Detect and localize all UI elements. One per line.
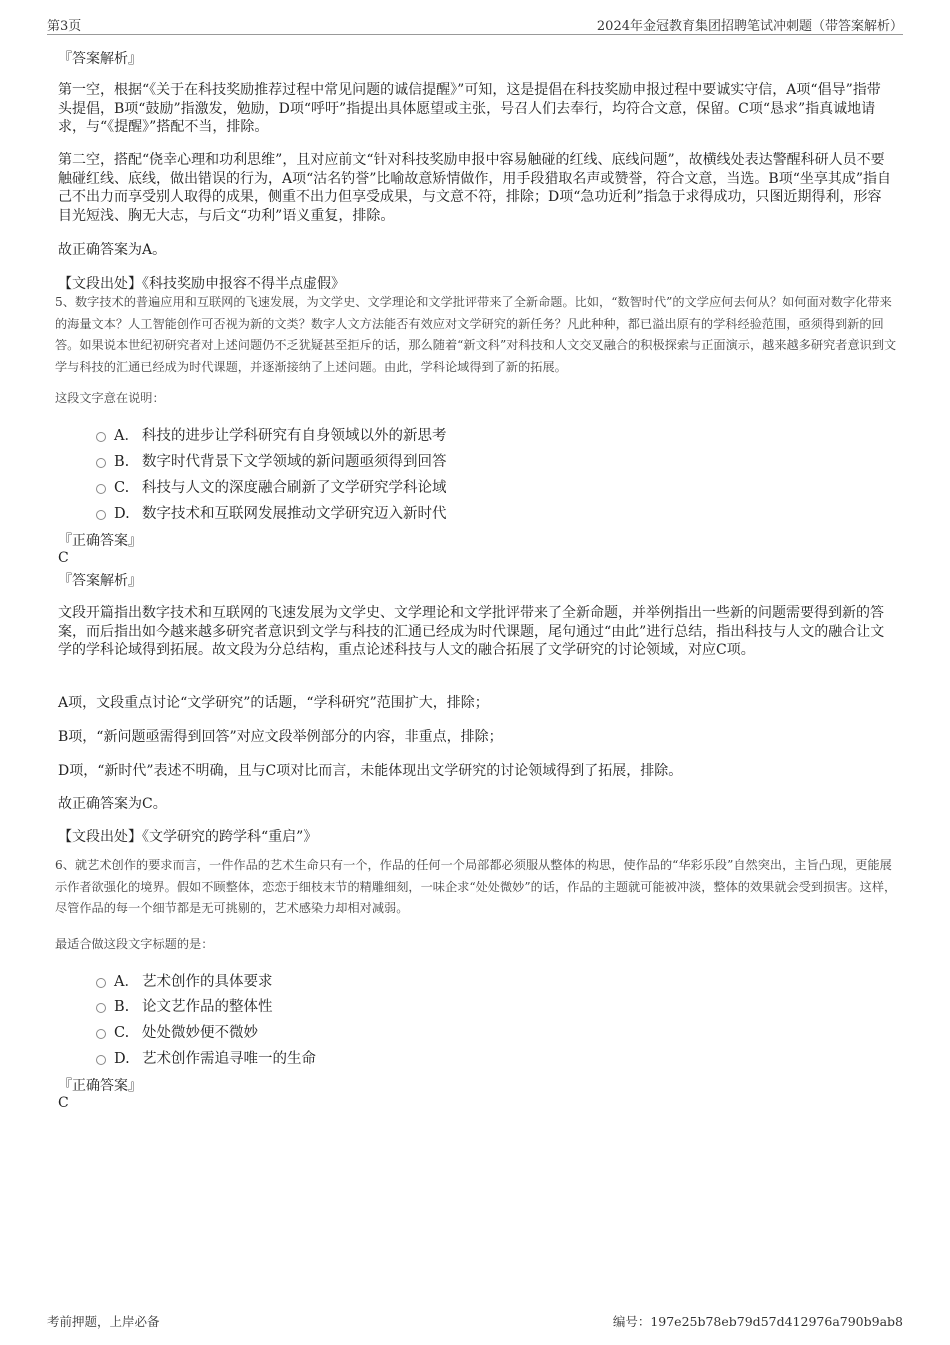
question-stem: 6、就艺术创作的要求而言，一件作品的艺术生命只有一个，作品的任何一个局部都必须服从整体的构思，使作品的“华彩乐段”自然突出，主旨凸现，更能展示作者欲强化的境界。假如不顾整体，恋恋于细枝末节的精雕细刻，一味企求“处处微妙”的话，作品的主题就可能被冲淡，整体的效果就会受到损害。这样，尽管作品的每一个细节都是无可挑剔的，艺术感染力却相对减弱。 (55, 858, 897, 915)
question-prompt: 这段文字意在说明： (55, 391, 165, 405)
analysis-paragraph: 文段开篇指出数字技术和互联网的飞速发展为文学史、文学理论和文学批评带来了全新命题，并举例指出一些新的问题需要得到新的答案，而后指出如今越来越多研究者意识到文学与科技的汇通已经成为时代课题，尾句通过“由此”进行总结，指出科技与人文的融合让文学的学科论域得到拓展。故文段为分总结构，重点论述科技与人文的融合拓展了文学研究的讨论领域，对应C项。 (58, 605, 885, 658)
correct-answer-label: 『正确答案』 (58, 1078, 142, 1094)
radio-icon[interactable] (96, 1029, 106, 1039)
source-citation: 【文段出处】《科技奖励申报容不得半点虚假》 (58, 276, 345, 292)
footer-slogan: 考前押题，上岸必备 (47, 1314, 160, 1329)
source-citation: 【文段出处】《文学研究的跨学科“重启”》 (58, 829, 318, 845)
radio-icon[interactable] (96, 484, 106, 494)
option-d[interactable]: D. 艺术创作需追寻唯一的生命 (96, 1047, 316, 1069)
correct-answer: C (58, 1095, 69, 1111)
radio-icon[interactable] (96, 1055, 106, 1065)
analysis-paragraph: 第二空，搭配“侥幸心理和功利思维”，且对应前文“针对科技奖励申报中容易触碰的红线、底线问题”，故横线处表达警醒科研人员不要触碰红线、底线，做出错误的行为，A项“沽名钓誉”比喻故意矫情做作，用手段猎取名声或赞誉，符合文意，当选。B项“坐享其成”指自己不出力而享受别人取得的成果，侧重不出力但享受成果，与文意不符，排除；D项“急功近利”指急于求得成功，只图近期得利，形容目光短浅、胸无大志，与后文“功利”语义重复，排除。 (58, 152, 892, 224)
option-a[interactable]: A． 科技的进步让学科研究有自身领域以外的新思考 (96, 424, 447, 446)
option-d[interactable]: D. 数字技术和互联网发展推动文学研究迈入新时代 (96, 502, 447, 524)
radio-icon[interactable] (96, 1003, 106, 1013)
analysis-line-d: D项，“新时代”表述不明确，且与C项对比而言，未能体现出文学研究的讨论领域得到了拓展，排除。 (58, 763, 683, 779)
radio-icon[interactable] (96, 432, 106, 442)
answer-summary: 故正确答案为C。 (58, 796, 167, 812)
analysis-label: 『答案解析』 (58, 573, 142, 589)
option-a[interactable]: A． 艺术创作的具体要求 (96, 970, 273, 992)
question-prompt: 最适合做这段文字标题的是： (55, 937, 214, 951)
question-stem: 5、数字技术的普遍应用和互联网的飞速发展，为文学史、文学理论和文学批评带来了全新命题。比如，“数智时代”的文学应何去何从？如何面对数字化带来的海量文本？人工智能创作可否视为新的文类？数字人文方法能否有效应对文学研究的新任务？凡此种种，都已溢出原有的学科经验范围，亟须得到新的回答。如果说本世纪初研究者对上述问题仍不乏犹疑甚至拒斥的话，那么随着“新文科”对科技和人文交叉融合的积极探索与正面演示，越来越多研究者意识到文学与科技的汇通已经成为时代课题，并逐渐接纳了上述问题。由此，学科论域得到了新的拓展。 (55, 295, 897, 374)
analysis-label: 『答案解析』 (58, 51, 142, 67)
correct-answer-label: 『正确答案』 (58, 533, 142, 549)
page-header (47, 14, 903, 35)
option-b[interactable]: B. 数字时代背景下文学领域的新问题亟须得到回答 (96, 450, 447, 472)
page-number: 第3页 (47, 19, 82, 34)
answer-summary: 故正确答案为A。 (58, 242, 167, 258)
analysis-paragraph: 第一空，根据“《关于在科技奖励推荐过程中常见问题的诚信提醒》”可知，这是提倡在科技奖励申报过程中要诚实守信，A项“倡导”指带头提倡，B项“鼓励”指激发，勉励，D项“呼吁”指提出具体愿望或主张，号召人们去奉行，均符合文意，保留。C项“恳求”指真诚地请求，与“《提醒》”搭配不当，排除。 (58, 82, 881, 135)
option-c[interactable]: C. 科技与人文的深度融合刷新了文学研究学科论域 (96, 476, 447, 498)
analysis-line-b: B项，“新问题亟需得到回答”对应文段举例部分的内容，非重点，排除； (58, 729, 503, 745)
radio-icon[interactable] (96, 978, 106, 988)
footer-serial: 编号：197e25b78eb79d57d412976a790b9ab8 (612, 1314, 903, 1329)
option-c[interactable]: C. 处处微妙便不微妙 (96, 1021, 258, 1043)
correct-answer: C (58, 550, 69, 566)
option-b[interactable]: B. 论文艺作品的整体性 (96, 995, 273, 1017)
analysis-line-a: A项，文段重点讨论“文学研究”的话题，“学科研究”范围扩大，排除； (58, 695, 489, 711)
document-title: 2024年金冠教育集团招聘笔试冲刺题（带答案解析） (596, 19, 903, 34)
radio-icon[interactable] (96, 510, 106, 520)
radio-icon[interactable] (96, 458, 106, 468)
